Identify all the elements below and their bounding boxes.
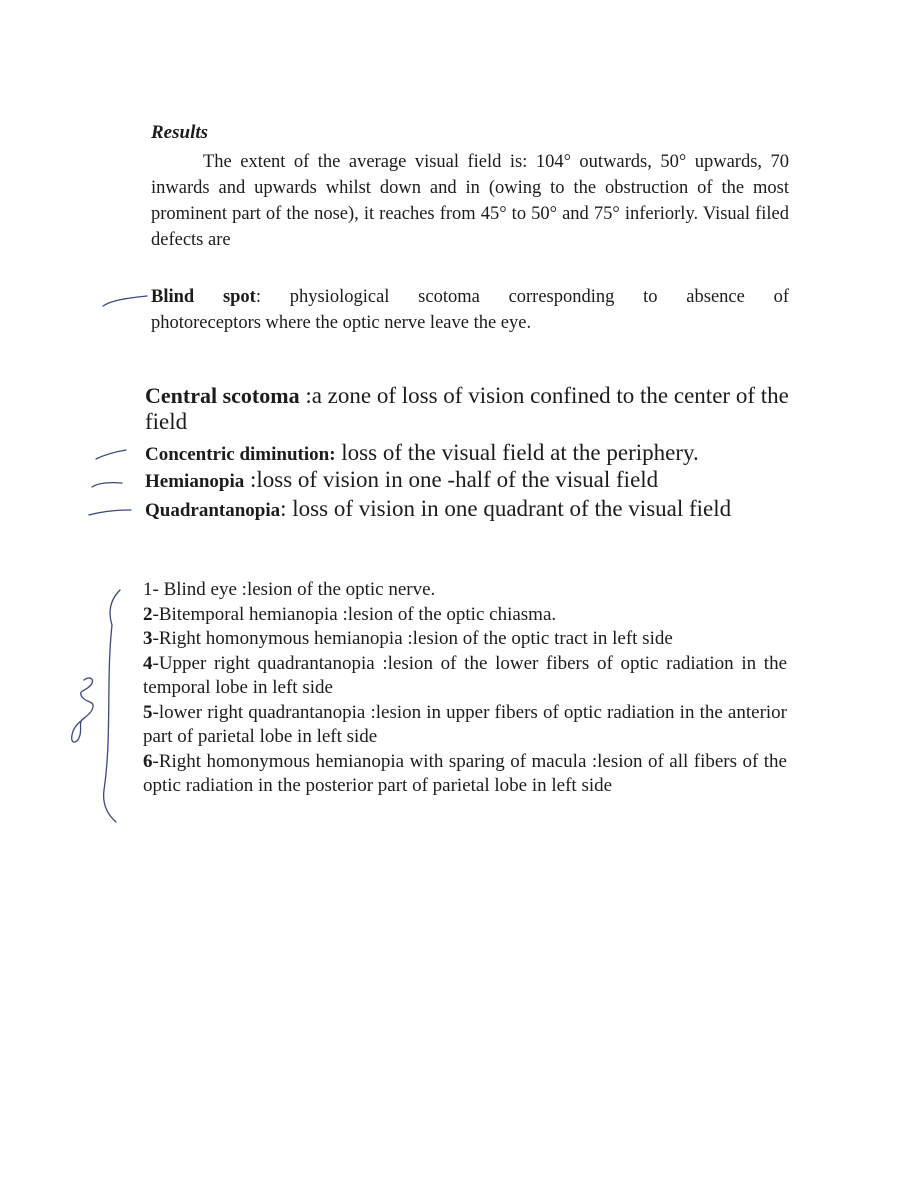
defect-hemianopia bbox=[145, 467, 795, 495]
defect-term: Hemianopia bbox=[145, 471, 245, 492]
pen-tick-hemianopia bbox=[92, 483, 122, 487]
pen-scribble bbox=[72, 678, 93, 742]
defect-term: Quadrantanopia bbox=[145, 500, 281, 521]
defect-term: Concentric diminution: bbox=[145, 444, 336, 465]
lesion-number: 1 bbox=[143, 579, 153, 600]
pen-tick-concentric bbox=[96, 450, 126, 459]
lesion-text: - Blind eye :lesion of the optic nerve. bbox=[152, 579, 436, 600]
lesion-item bbox=[143, 652, 787, 701]
pen-tick-blind-spot bbox=[103, 296, 147, 306]
lesion-number: 6 bbox=[143, 750, 153, 772]
blind-spot-line-1: Blind spot: physiological scotoma corresponding to absence of bbox=[151, 287, 789, 307]
lesion-number: 5 bbox=[143, 701, 153, 723]
defect-quadrantanopia bbox=[145, 496, 795, 524]
blind-spot-definition bbox=[151, 284, 789, 336]
lesion-number: 3 bbox=[143, 628, 153, 649]
intro-text: The extent of the average visual field is: 104° outwards, 50° upwards, 70 inwards and upwards whilst down and in (owing to the obstruction of the most prominent part of the nose), it reaches from 45° to 50° and 75° inferiorly. Visual filed defects are bbox=[151, 152, 789, 250]
pen-bracket-lesions bbox=[104, 590, 120, 822]
lesion-list bbox=[143, 578, 787, 799]
results-heading: Results bbox=[151, 122, 209, 143]
lesion-text: -Upper right quadrantanopia :lesion of the lower fibers of optic radiation in the temporal lobe in left side bbox=[143, 652, 787, 698]
defect-central-scotoma bbox=[145, 383, 795, 435]
defect-desc: :a zone of loss of vision confined to the center of the field bbox=[145, 383, 789, 434]
lesion-text: -Bitemporal hemianopia :lesion of the optic chiasma. bbox=[152, 603, 557, 625]
lesion-item bbox=[143, 603, 787, 628]
defect-term: Central scotoma bbox=[145, 383, 300, 408]
lesion-text: -Right homonymous hemianopia with sparing of macula :lesion of all fibers of the optic radiation in the posterior part of parietal lobe in left side bbox=[143, 750, 787, 796]
defect-desc: : loss of vision in one quadrant of the visual field bbox=[280, 496, 732, 521]
intro-paragraph bbox=[151, 149, 789, 253]
defect-concentric-diminution bbox=[145, 440, 795, 468]
lesion-item bbox=[143, 627, 787, 652]
blind-spot-desc-line-2: photoreceptors where the optic nerve leave the eye. bbox=[151, 313, 532, 333]
lesion-number: 2 bbox=[143, 603, 153, 625]
lesion-item bbox=[143, 750, 787, 799]
defect-desc: loss of the visual field at the periphery. bbox=[335, 440, 699, 465]
pen-tick-quadrantanopia bbox=[89, 510, 131, 515]
lesion-text: -lower right quadrantanopia :lesion in upper fibers of optic radiation in the anterior part of parietal lobe in left side bbox=[143, 701, 787, 747]
lesion-item bbox=[143, 701, 787, 750]
blind-spot-desc-line-1: physiological scotoma corresponding to absence of bbox=[289, 287, 789, 307]
defect-desc: :loss of vision in one -half of the visual field bbox=[244, 467, 659, 492]
lesion-text: -Right homonymous hemianopia :lesion of the optic tract in left side bbox=[152, 628, 673, 649]
lesion-item bbox=[143, 578, 787, 603]
blind-spot-term: Blind spot bbox=[151, 287, 256, 307]
lesion-number: 4 bbox=[143, 652, 153, 674]
